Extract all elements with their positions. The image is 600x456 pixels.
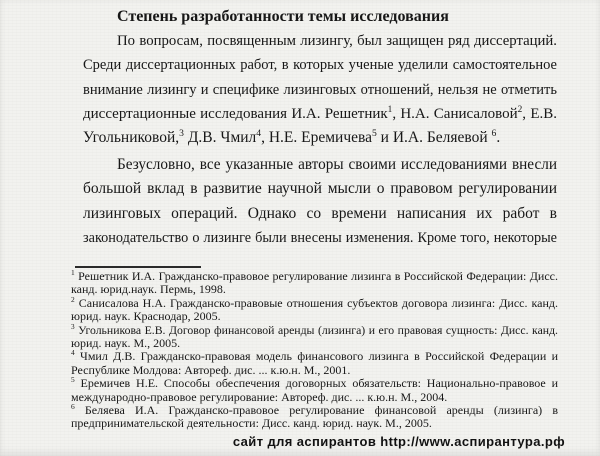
text-line: диссертационные исследования И.А. Решетник$^1$, Н.А. Санисаловой$^2$, Е.В. xyxy=(83,104,557,122)
footnote-separator-rule xyxy=(75,266,201,268)
text-line: Безусловно, все указанные авторы своими исследованиями внесли xyxy=(117,156,557,173)
site-watermark: сайт для аспирантов http://www.аспирантура.рф xyxy=(232,434,565,449)
text-line: Угольниковой,$^3$ Д.В. Чмил$^4$, Н.Е. Еремичева$^5$ и И.А. Беляевой $^6$. xyxy=(83,128,501,147)
footnote-ref: 5 xyxy=(372,128,377,140)
text-line: Республике Молдова: Автореф. дис. ... к.ю.н. М., 2001. xyxy=(71,362,351,377)
footnote xyxy=(71,401,558,431)
text-line: По вопросам, посвященным лизингу, был защищен ряд диссертаций. xyxy=(117,33,557,49)
text-line: $^6$ Беляева И.А. Гражданско-правовое регулирование финансовой аренды (лизинга) в xyxy=(71,401,558,417)
paragraph xyxy=(83,29,557,150)
footnote-ref: 3 xyxy=(179,128,184,140)
text-line: лизинговых операций. Однако со времени написания их работ в xyxy=(83,204,557,222)
footnote-ref: 1 xyxy=(71,268,75,277)
text-line: $^4$ Чмил Д.В. Гражданско-правовая модель финансового лизинга в Российской Федерации и xyxy=(71,348,558,364)
footnote-ref: 4 xyxy=(256,128,262,140)
text-line: $^3$ Угольникова Е.В. Договор финансовой аренды (лизинга) и его правовая сущность: Дисс. канд. xyxy=(71,322,558,337)
footnote-ref: 1 xyxy=(387,104,393,115)
text-line: международно-правовое регулирование: Автореф. дис. ... к.ю.н. М., 2004. xyxy=(71,389,448,404)
text-line: большой вклад в развитие научной мысли о правовом регулировании xyxy=(83,180,557,198)
text-line: юрид. наук. Краснодар, 2005. xyxy=(71,309,221,324)
text-line: законодательство о лизинге были внесены изменения. Кроме того, некоторые xyxy=(83,229,557,246)
footnote-ref: 2 xyxy=(517,104,523,115)
footnote-ref: 3 xyxy=(71,322,75,331)
footnote-ref: 5 xyxy=(71,375,75,385)
footnote xyxy=(71,377,558,404)
text-line: канд. юрид.наук. Пермь, 1998. xyxy=(71,282,226,297)
text-line: юрид. наук. М., 2005. xyxy=(71,335,181,350)
footnote-ref: 6 xyxy=(491,128,497,140)
footnotes-block xyxy=(71,270,558,431)
footnote xyxy=(71,294,558,324)
section-heading: Степень разработанности темы исследования xyxy=(117,8,449,25)
text-line: $^2$ Санисалова Н.А. Гражданско-правовые отношения субъектов договора лизинга: Дисс. канд. xyxy=(71,294,558,310)
footnote-ref: 2 xyxy=(71,294,75,304)
text-line: $^5$ Еремичев Н.Е. Способы обеспечения договорных обязательств: Национально-правовое и xyxy=(71,375,558,391)
footnote-ref: 6 xyxy=(71,401,75,411)
text-line: $^1$ Решетник И.А. Гражданско-правовое регулирование лизинга в Российской Федерации: Дисс. xyxy=(71,268,558,283)
footnote-ref: 4 xyxy=(71,348,75,358)
text-line: Среди диссертационных работ, в которых ученые уделили самостоятельное xyxy=(83,57,557,74)
footnote xyxy=(71,270,558,297)
footnote xyxy=(71,324,558,351)
text-line: предпринимательской деятельности: Дисс. канд. юрид. наук. М., 2005. xyxy=(71,416,432,431)
text-line: внимание лизингу и специфике лизинговых отношений, нельзя не отметить xyxy=(83,81,557,98)
paragraph xyxy=(83,153,557,250)
footnote xyxy=(71,350,558,377)
